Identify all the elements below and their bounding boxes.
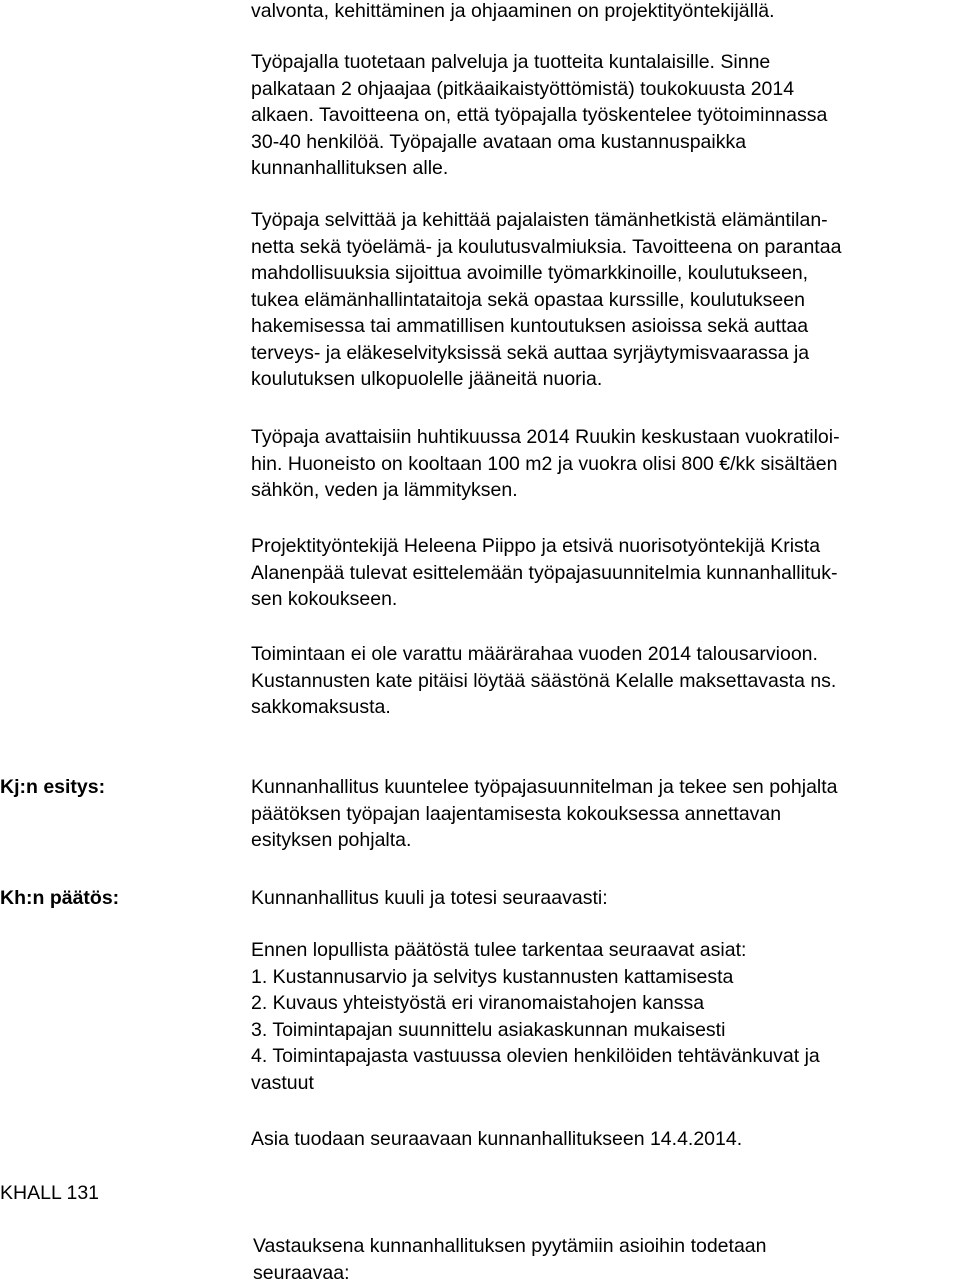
list-intro: Ennen lopullista päätöstä tulee tarkentaa seuraavat asiat: bbox=[251, 937, 957, 964]
list-item: 3. Toimintapajan suunnittelu asiakaskunnan mukaisesti bbox=[251, 1017, 957, 1044]
paragraph-budget bbox=[251, 641, 957, 721]
text-line: sähkön, veden ja lämmityksen. bbox=[251, 477, 957, 504]
text-line: palkataan 2 ohjaajaa (pitkäaikaistyöttömistä) toukokuusta 2014 bbox=[251, 76, 957, 103]
text-line: Toimintaan ei ole varattu määrärahaa vuoden 2014 talousarvioon. bbox=[251, 641, 957, 668]
text-line: Kunnanhallitus kuuntelee työpajasuunnitelman ja tekee sen pohjalta bbox=[251, 774, 957, 801]
text-line: kunnanhallituksen alle. bbox=[251, 155, 957, 182]
text-line: Työpajalla tuotetaan palveluja ja tuotteita kuntalaisille. Sinne bbox=[251, 49, 957, 76]
section-text bbox=[253, 1233, 959, 1286]
paragraph-premises bbox=[251, 424, 957, 504]
kj-proposal-text bbox=[251, 774, 957, 854]
kj-proposal-label: Kj:n esitys: bbox=[0, 774, 105, 801]
paragraph-presenters bbox=[251, 533, 957, 613]
list-item: 1. Kustannusarvio ja selvitys kustannusten kattamisesta bbox=[251, 964, 957, 991]
text-line: esityksen pohjalta. bbox=[251, 827, 957, 854]
text-line: seuraavaa: bbox=[253, 1260, 959, 1286]
text-line: hakemisessa tai ammatillisen kuntoutuksen asioissa sekä auttaa bbox=[251, 313, 957, 340]
text-line: sen kokoukseen. bbox=[251, 586, 957, 613]
text-line: tukea elämänhallintataitoja sekä opastaa kurssille, koulutukseen bbox=[251, 287, 957, 314]
text-line: koulutuksen ulkopuolelle jääneitä nuoria. bbox=[251, 366, 957, 393]
kh-decision-note: Asia tuodaan seuraavaan kunnanhallitukseen 14.4.2014. bbox=[251, 1126, 957, 1153]
paragraph-workshop-services bbox=[251, 49, 957, 182]
text-line: hin. Huoneisto on kooltaan 100 m2 ja vuokra olisi 800 €/kk sisältäen bbox=[251, 451, 957, 478]
kh-decision-intro: Kunnanhallitus kuuli ja totesi seuraavasti: bbox=[251, 885, 957, 912]
text-line: Projektityöntekijä Heleena Piippo ja etsivä nuorisotyöntekijä Krista bbox=[251, 533, 957, 560]
text-line: Työpaja avattaisiin huhtikuussa 2014 Ruukin keskustaan vuokratiloi- bbox=[251, 424, 957, 451]
list-item: 2. Kuvaus yhteistyöstä eri viranomaistahojen kanssa bbox=[251, 990, 957, 1017]
paragraph-workshop-goals bbox=[251, 207, 957, 393]
paragraph-responsibility bbox=[251, 0, 957, 25]
kh-decision-label: Kh:n päätös: bbox=[0, 885, 119, 912]
text-line: Kustannusten kate pitäisi löytää säästönä Kelalle maksettavasta ns. bbox=[251, 668, 957, 695]
text-line: mahdollisuuksia sijoittua avoimille työmarkkinoille, koulutukseen, bbox=[251, 260, 957, 287]
text-line: valvonta, kehittäminen ja ohjaaminen on projektityöntekijällä. bbox=[251, 0, 957, 25]
section-label: KHALL 131 bbox=[0, 1180, 99, 1207]
text-line: terveys- ja eläkeselvityksissä sekä auttaa syrjäytymisvaarassa ja bbox=[251, 340, 957, 367]
list-item: vastuut bbox=[251, 1070, 957, 1097]
text-line: päätöksen työpajan laajentamisesta kokouksessa annettavan bbox=[251, 801, 957, 828]
text-line: Vastauksena kunnanhallituksen pyytämiin asioihin todetaan bbox=[253, 1233, 959, 1260]
list-item: 4. Toimintapajasta vastuussa olevien henkilöiden tehtävänkuvat ja bbox=[251, 1043, 957, 1070]
kh-decision-list bbox=[251, 937, 957, 1096]
text-line: Alanenpää tulevat esittelemään työpajasuunnitelmia kunnanhallituk- bbox=[251, 560, 957, 587]
text-line: alkaen. Tavoitteena on, että työpajalla työskentelee työtoiminnassa bbox=[251, 102, 957, 129]
text-line: 30-40 henkilöä. Työpajalle avataan oma kustannuspaikka bbox=[251, 129, 957, 156]
text-line: sakkomaksusta. bbox=[251, 694, 957, 721]
text-line: Työpaja selvittää ja kehittää pajalaisten tämänhetkistä elämäntilan- bbox=[251, 207, 957, 234]
text-line: netta sekä työelämä- ja koulutusvalmiuksia. Tavoitteena on parantaa bbox=[251, 234, 957, 261]
